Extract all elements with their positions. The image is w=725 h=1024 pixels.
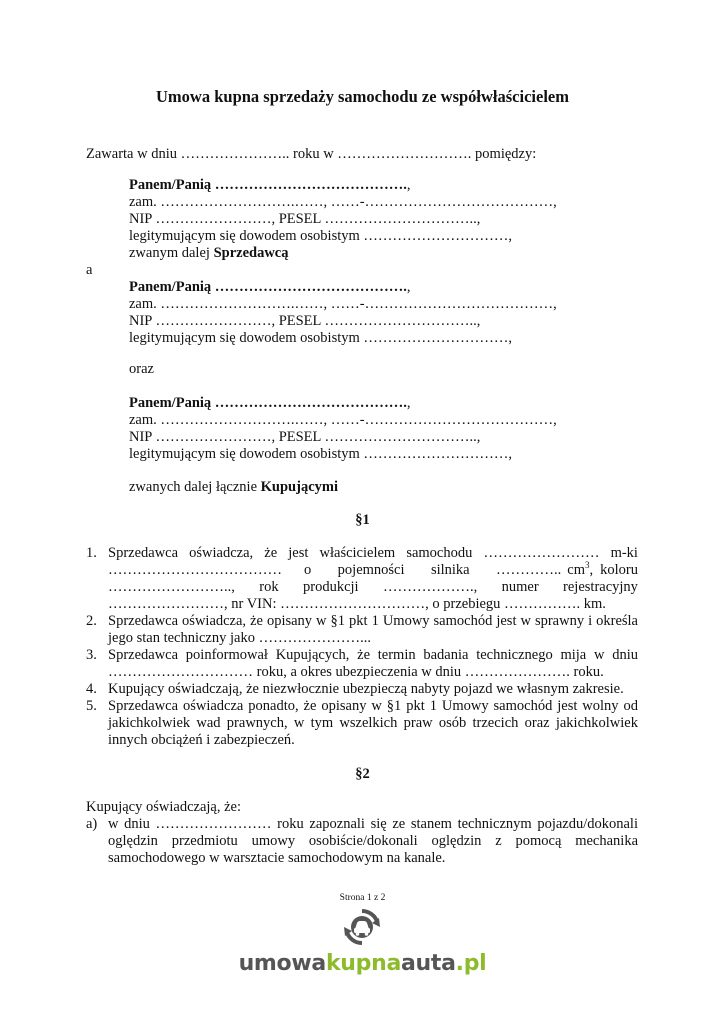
- buyers-role-line: [129, 479, 338, 496]
- nip-pesel-line: NIP ……………………, PESEL …………………………..,: [129, 211, 481, 227]
- item-a: [108, 816, 638, 867]
- item1-line2: [108, 562, 638, 579]
- item1-line2-word: o: [304, 562, 312, 578]
- id-line: legitymującym się dowodem osobistym …………………………,: [129, 330, 513, 346]
- item4-number: 4.: [86, 681, 97, 697]
- party-name-line: [129, 395, 557, 412]
- seller-prefix: zwanym dalej: [129, 245, 214, 261]
- party-name-line: [129, 177, 557, 194]
- item1-line1-word: Sprzedawca: [108, 545, 179, 561]
- item1-line3-word: ……………………..,: [108, 579, 235, 595]
- item3-line2: ………………………… roku, a okres ubezpieczenia w dniu …………………. roku.: [108, 664, 604, 680]
- item1-line2-dots: ………………………………: [108, 562, 282, 578]
- item1-line3-word: numer: [501, 579, 539, 595]
- item5-line2: jakichkolwiek wad prawnych, w tym wszelkich praw osób trzecich oraz jakichkolwiek: [108, 715, 638, 731]
- document-title: Umowa kupna sprzedaży samochodu ze współwłaścicielem: [156, 87, 569, 106]
- party-seller: [129, 177, 557, 262]
- item1-line1-word: właścicielem: [319, 545, 396, 561]
- item1-line2-word: …………..: [496, 562, 562, 578]
- item1-line1-word: samochodu: [406, 545, 473, 561]
- item-a-label: a): [86, 816, 98, 832]
- cm-superscript: 3: [585, 560, 590, 571]
- id-line: legitymującym się dowodem osobistym …………………………,: [129, 446, 513, 462]
- seller-role-line: [129, 245, 557, 262]
- item3-number: 3.: [86, 647, 97, 663]
- brand-part-umowa: umowa: [238, 951, 326, 976]
- name-tail: ,: [406, 177, 411, 193]
- item5: [108, 698, 638, 749]
- conjunction-oraz: oraz: [129, 361, 154, 377]
- item2-number: 2.: [86, 613, 97, 629]
- party-buyer-1: [129, 279, 557, 347]
- item5-number: 5.: [86, 698, 97, 714]
- brand-logo-text: [0, 950, 725, 978]
- address-line: zam. ……………………….……, ……-…………………………………,: [129, 194, 557, 210]
- item1-line2-word: pojemności: [337, 562, 405, 578]
- brand-part-kupna: kupna: [325, 951, 401, 976]
- item2-line1: Sprzedawca oświadcza, że opisany w §1 pkt 1 Umowy samochód jest w sprawny i określa: [108, 613, 638, 629]
- item1-line3: [108, 579, 638, 596]
- item5-line1: Sprzedawca oświadcza ponadto, że opisany w §1 pkt 1 Umowy samochód jest wolny od: [108, 698, 638, 714]
- item1-line3-word: rok: [259, 579, 279, 595]
- item3-line1: Sprzedawca poinformował Kupujących, że termin badania technicznego mija w dniu: [108, 647, 638, 663]
- section2-intro: Kupujący oświadczają, że:: [86, 799, 241, 815]
- item1-line2-cm: [567, 562, 593, 579]
- item1: [108, 545, 638, 613]
- conjunction-a: a: [86, 262, 93, 278]
- party-buyer-2: [129, 395, 557, 463]
- item1-line2-words: [304, 562, 561, 579]
- item1-line3-word: rejestracyjny: [563, 579, 638, 595]
- item1-line1-word: m-ki: [610, 545, 638, 561]
- buyers-prefix: zwanych dalej łącznie: [129, 479, 261, 495]
- name-dots: ………………………………….: [214, 177, 407, 193]
- name-dots: ………………………………….: [214, 279, 407, 295]
- item1-line2-color: koloru: [600, 562, 638, 578]
- item-a-line2: oględzin przedmiotu umowy osobiście/dokonali oględzin z pomocą mechanika: [108, 833, 638, 849]
- name-label: Panem/Panią: [129, 279, 212, 295]
- party-name-line: [129, 279, 557, 296]
- address-line: zam. ……………………….……, ……-…………………………………,: [129, 412, 557, 428]
- item1-line3-word: ……………….,: [382, 579, 478, 595]
- car-swap-icon: [343, 908, 381, 946]
- nip-pesel-line: NIP ……………………, PESEL …………………………..,: [129, 313, 481, 329]
- buyers-role: Kupującymi: [260, 479, 338, 495]
- section1-heading: §1: [355, 512, 370, 528]
- item1-line1-word: ……………………: [483, 545, 600, 561]
- cm-unit: cm: [567, 562, 586, 578]
- name-label: Panem/Panią: [129, 395, 212, 411]
- item-a-line3: samochodowego w warsztacie samochodowym na kanale.: [108, 850, 446, 866]
- intro-line: Zawarta w dniu ………………….. roku w ………………………. pomiędzy:: [86, 146, 537, 162]
- item1-line2-word: silnika: [430, 562, 470, 578]
- item1-line1-word: że: [264, 545, 278, 561]
- item1-line1: [108, 545, 638, 562]
- cm-comma: ,: [589, 562, 594, 578]
- address-line: zam. ……………………….……, ……-…………………………………,: [129, 296, 557, 312]
- item1-line4: ……………………, nr VIN: …………………………, o przebiegu ……………. km.: [108, 596, 606, 612]
- brand-part-pl: .pl: [455, 951, 487, 976]
- item3: [108, 647, 638, 681]
- item1-line1-word: jest: [288, 545, 309, 561]
- name-dots: ………………………………….: [214, 395, 407, 411]
- item1-line3-word: produkcji: [303, 579, 359, 595]
- section2-heading: §2: [355, 766, 370, 782]
- name-tail: ,: [406, 279, 411, 295]
- name-label: Panem/Panią: [129, 177, 212, 193]
- item1-line1-word: oświadcza,: [189, 545, 254, 561]
- item1-number: 1.: [86, 545, 97, 561]
- item5-line3: innych obciążeń i zabezpieczeń.: [108, 732, 295, 748]
- id-line: legitymującym się dowodem osobistym …………………………,: [129, 228, 513, 244]
- brand-part-auta: auta: [401, 951, 456, 976]
- name-tail: ,: [406, 395, 411, 411]
- nip-pesel-line: NIP ……………………, PESEL …………………………..,: [129, 429, 481, 445]
- item-a-line1: w dniu …………………… roku zapoznali się ze stanem technicznym pojazdu/dokonali: [108, 816, 638, 832]
- page-number: Strona 1 z 2: [339, 893, 386, 903]
- item2: [108, 613, 638, 647]
- item2-line2: jego stan techniczny jako …………………...: [108, 630, 371, 646]
- seller-role: Sprzedawcą: [213, 245, 289, 261]
- item4-line1: Kupujący oświadczają, że niezwłocznie ubezpieczą nabyty pojazd we własnym zakresie.: [108, 681, 624, 697]
